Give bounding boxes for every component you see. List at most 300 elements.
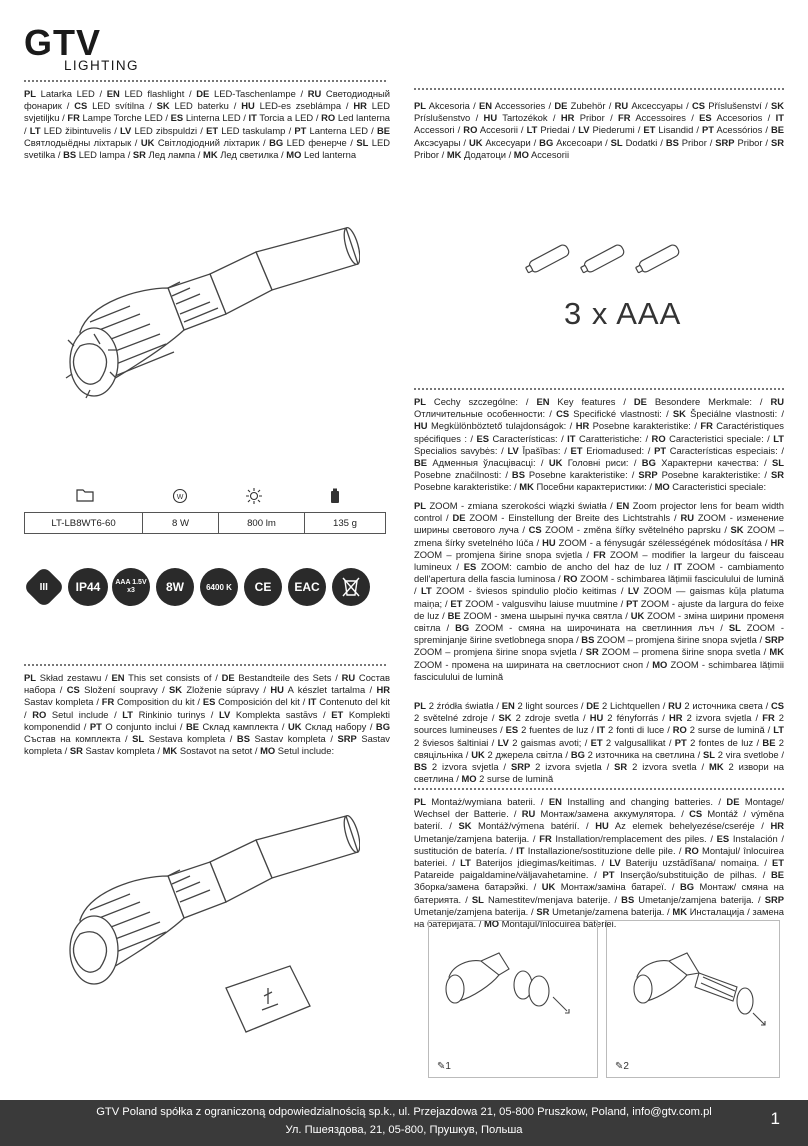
lang-code: LV <box>627 585 640 597</box>
lang-text: Skład zestawu / <box>35 672 112 683</box>
lang-text: Аксесуари / <box>482 136 540 148</box>
lang-text: Лед светилка / <box>217 149 287 161</box>
lang-text: Монтаж/замена аккумулятора. / <box>535 808 690 820</box>
lang-text: Lampe Torche LED / <box>79 112 171 124</box>
footer-address: GTV Poland spółka z ograniczoną odpowiedzialnością sp.k., ul. Przejazdowa 21, 05-800 Pruszkow, Poland, info@gtv.com.pl <box>96 1106 712 1118</box>
lang-text: ZOOM - змена шырыні пучка святла / <box>460 609 631 621</box>
lang-code: SRP <box>764 893 784 905</box>
lang-code: DE <box>726 796 740 807</box>
lang-text: Montáž/výmena batérií. / <box>471 820 596 832</box>
flashlight-set-illustration <box>60 810 360 1060</box>
lang-code: EN <box>548 796 562 807</box>
lang-text: Īpašības: / <box>518 444 571 456</box>
lang-code: RU <box>668 700 682 711</box>
divider <box>414 388 784 390</box>
lang-text: Монтаж/ смяна на батерията. / <box>414 881 784 905</box>
lang-code: FR <box>101 696 115 708</box>
lang-code: FR <box>700 420 713 432</box>
lang-text: Bateriju uzstādīšana/ nomaiņa. / <box>620 857 772 869</box>
lang-code: BS <box>581 634 595 646</box>
lang-code: HR <box>770 820 784 832</box>
lang-code: PL <box>24 88 36 99</box>
lang-text: Příslušenství / <box>704 100 771 111</box>
lang-code: BS <box>236 733 250 745</box>
lang-code: RU <box>341 672 356 683</box>
lang-code: ES <box>505 724 519 736</box>
lang-code: DE <box>452 512 466 524</box>
lang-code: RU <box>680 512 694 524</box>
lang-text: Acessórios / <box>713 124 771 136</box>
lang-text: Installazione/sostituzione delle pile. / <box>524 844 685 856</box>
lang-text: ZOOM - schimbarea lățimii fasciculului de lumină <box>414 658 784 682</box>
lang-text: 2 извори на светлина / <box>414 761 784 785</box>
step-2-illustration <box>607 921 779 1051</box>
lang-code: MO <box>483 918 500 930</box>
weight-icon <box>328 488 342 509</box>
lang-text: ZOOM - zmiana szerokości wiązki światła / <box>425 500 617 511</box>
lang-code: IT <box>308 696 317 708</box>
brand-name: GTV <box>24 22 102 63</box>
lang-text: 2 izvora svjetla / <box>427 761 511 773</box>
zoom-feature-text <box>414 500 784 683</box>
lang-text: Zubehör / <box>567 100 615 111</box>
lang-text: 2 източника на светлина / <box>584 748 704 760</box>
lang-text: LED taskulamp / <box>218 124 295 136</box>
lang-code: CS <box>74 100 88 112</box>
sun-icon <box>246 488 262 509</box>
lang-text: Характерни качества: / <box>655 457 773 469</box>
lang-code: CS <box>691 100 705 111</box>
lang-code: ET <box>570 444 583 456</box>
lang-text: ZOOM - šviesos spindulio pločio keitimas / <box>431 585 628 597</box>
lang-code: ET <box>590 736 603 748</box>
lang-code: SR <box>536 905 550 917</box>
lang-code: IT <box>596 724 606 736</box>
light-sources-text <box>414 700 784 785</box>
lang-code: LT <box>526 124 538 136</box>
lang-text: Accessories / <box>491 100 555 111</box>
lang-code: SR <box>585 646 599 658</box>
gtv-logo <box>24 22 144 73</box>
lang-text: Accesorii <box>528 148 570 160</box>
lang-code: ET <box>643 124 656 136</box>
footer-address-ru: Ул. Пшеяздова, 21, 05-800, Прушкув, Польша <box>285 1124 523 1136</box>
lang-code: FR <box>762 712 775 724</box>
lang-code: IT <box>248 112 257 124</box>
lang-text: Accesorios / <box>711 112 776 124</box>
lang-text: This set consists of / <box>124 672 222 683</box>
lang-text: 2 šviesos šaltiniai / <box>414 736 498 748</box>
lang-text: Patareide paigaldamine/väljavahetamine. / <box>414 869 603 881</box>
lang-text: Світлодіодний ліхтарик / <box>154 136 270 148</box>
lang-code: BE <box>770 869 785 881</box>
lang-text: ZOOM - зміна ширини променя світла / <box>414 609 784 634</box>
lang-code: PT <box>626 597 639 609</box>
lang-code: HR <box>376 684 390 696</box>
lang-text: Montáž / výměna baterií. / <box>414 808 784 832</box>
power-8w-badge: 8W <box>156 568 194 606</box>
step-2-panel <box>606 920 780 1078</box>
lang-code: ES <box>716 832 730 844</box>
lang-text: ZOOM - schimbarea lățimii fasciculului de lumină / <box>414 573 784 597</box>
lang-code: SK <box>156 100 170 112</box>
lang-text: 2 valgusallikat / <box>602 736 675 748</box>
lang-text: LED фенерче / <box>283 136 357 148</box>
lang-text: Posebne karakteristike: / <box>524 469 639 481</box>
lang-code: IT <box>516 844 525 856</box>
lang-text: Адменныя ўласцівасці: / <box>427 457 549 469</box>
lang-code: SK <box>458 820 472 832</box>
lang-text: LED žibintuvelis / <box>40 124 121 136</box>
lang-text: ZOOM - изменение ширины светового луча / <box>414 512 784 536</box>
lang-code: MO <box>286 149 302 161</box>
lang-code: PT <box>674 736 687 748</box>
step-1-label: ✎1 <box>437 1061 451 1072</box>
lang-text: Características especiais: / <box>666 444 785 456</box>
lang-code: IT <box>567 432 576 444</box>
lang-code: RO <box>563 573 578 585</box>
lang-code: DE <box>221 672 235 683</box>
lang-text: LED svetilka / <box>24 136 391 161</box>
lang-text: LED lampa / <box>76 149 133 161</box>
lang-code: PT <box>89 720 102 732</box>
lang-code: RU <box>770 396 784 407</box>
lang-code: RO <box>32 708 47 720</box>
lang-code: BE <box>770 124 785 136</box>
lang-text: Umetanje/zamjena baterija. / <box>414 832 540 844</box>
lang-text: Светодиодный фонарик / <box>24 88 391 112</box>
lang-code: MK <box>769 646 784 658</box>
spec-power: 8 W <box>143 513 219 534</box>
lang-code: SR <box>614 761 628 773</box>
lang-code: ES <box>476 432 490 444</box>
step-2-number: 2 <box>623 1061 629 1072</box>
lang-code: SR <box>69 745 83 757</box>
lang-code: IT <box>775 112 784 124</box>
divider <box>414 88 784 90</box>
lang-code: UK <box>630 609 645 621</box>
lang-code: MK <box>709 761 724 773</box>
lang-text: Lanterna LED / <box>306 124 377 136</box>
lang-text: Latarka LED / <box>35 88 107 99</box>
lang-text: Posebne karakteristike: / <box>657 469 771 481</box>
lang-text: Instalación / sustitución de batería. / <box>414 832 785 856</box>
lang-text: ZOOM - Einstellung der Breite des Lichtstrahls / <box>465 512 681 524</box>
lang-code: LV <box>218 708 231 720</box>
ce-icon: CE <box>244 568 282 606</box>
lang-text: 2 vira svetlobe / <box>715 748 785 760</box>
lang-code: LV <box>609 857 621 869</box>
lang-text: Состав набора / <box>24 672 390 696</box>
lang-code: BE <box>376 124 390 136</box>
lang-code: LV <box>507 444 519 456</box>
lang-code: DE <box>633 396 647 407</box>
lang-code: SRP <box>510 761 531 773</box>
eac-icon: EAC <box>288 568 326 606</box>
lang-code: BG <box>539 136 554 148</box>
lang-code: UK <box>140 136 155 148</box>
lang-text: 2 sources lumineuses / <box>414 712 784 736</box>
lang-text: ZOOM – promjena širine snopa svjetla / <box>414 548 594 560</box>
lang-text: 2 fonti di luce / <box>605 724 673 736</box>
lang-code: MO <box>513 148 529 160</box>
lang-code: ET <box>331 708 344 720</box>
lang-code: CS <box>556 408 570 420</box>
key-features-heading <box>414 396 784 494</box>
lang-text: Installing and changing batteries. / <box>561 796 727 807</box>
lang-text: Склад камплекта / <box>198 720 288 732</box>
lang-code: SL <box>772 457 784 469</box>
lang-text: Características: / <box>489 432 568 444</box>
lang-code: HU <box>483 112 498 124</box>
power-icon <box>172 488 188 509</box>
lang-code: BS <box>665 136 679 148</box>
step-2-label: ✎2 <box>615 1061 629 1072</box>
lang-text: Zoom projector lens for beam width control / <box>414 500 784 524</box>
lang-text: Аксесоари / <box>553 136 611 148</box>
lang-code: EN <box>106 88 120 99</box>
lang-text: Rinkinio turinys / <box>133 708 219 720</box>
lang-text: Головні риси: / <box>562 457 642 469</box>
lang-code: SL <box>132 733 145 745</box>
lang-text: Отличительные особенности: / <box>414 408 557 420</box>
lang-text: Sastav kompleta / <box>249 733 338 745</box>
lang-text: Komplekti komponendid / <box>24 708 390 732</box>
lang-text: Installation/remplacement des piles. / <box>551 832 717 844</box>
lang-code: ES <box>463 561 477 573</box>
folder-icon <box>76 488 94 507</box>
lang-code: RU <box>521 808 536 820</box>
lang-code: HR <box>353 100 367 112</box>
lang-text: Montaż/wymiana baterii. / <box>425 796 549 807</box>
lang-text: Състав на комплекта / <box>24 733 133 745</box>
lang-text: LED baterku / <box>169 100 242 112</box>
lang-code: LV <box>578 124 590 136</box>
lang-text: Priedai / <box>537 124 579 136</box>
lang-code: FR <box>67 112 80 124</box>
svg-text:W: W <box>176 494 184 501</box>
lang-code: BG <box>679 881 695 893</box>
lang-code: PL <box>414 700 426 711</box>
lang-code: FR <box>539 832 552 844</box>
lang-code: SK <box>730 524 744 536</box>
lang-code: DE <box>586 700 600 711</box>
lang-text: ZOOM – promjena širine snopa svjetla / <box>594 634 765 646</box>
lang-code: LV <box>497 736 509 748</box>
lang-text: Led lanterna <box>301 149 357 161</box>
lang-code: HR <box>770 536 784 548</box>
lang-code: MO <box>654 481 670 493</box>
lang-code: PT <box>294 124 307 136</box>
lang-text: Додатоци / <box>461 148 514 160</box>
lang-code: BE <box>185 720 199 732</box>
lang-text: Akcesoria / <box>425 100 479 111</box>
lang-text: Montajul/înlocuirea bateriei. <box>499 918 617 930</box>
lang-code: LT <box>773 432 785 444</box>
lang-code: ET <box>772 857 784 869</box>
lang-text: 2 gaismas avoti; / <box>508 736 591 748</box>
lang-code: EN <box>478 100 492 111</box>
battery-install-text <box>414 796 784 930</box>
lang-code: HU <box>414 420 428 432</box>
table-row <box>25 513 386 534</box>
divider <box>414 788 784 790</box>
page-number: 1 <box>770 1109 780 1128</box>
lang-code: RO <box>321 112 336 124</box>
lang-text: 2 источника света / <box>681 700 771 711</box>
lang-text: Torcia a LED / <box>256 112 322 124</box>
lang-text: ZOOM - spreminjanje širine svetlobnega snopa / <box>414 622 785 646</box>
lang-text: Umetanje/zamjena baterija. / <box>634 893 765 905</box>
brand-sub: LIGHTING <box>64 58 139 73</box>
lang-code: LT <box>773 724 784 736</box>
lang-text: 2 surse de lumină / <box>686 724 774 736</box>
lang-code: LT <box>460 857 471 869</box>
lang-text: Linterna LED / <box>183 112 249 124</box>
lang-text: ZOOM - valgusvihu laiuse muutmine / <box>462 597 627 609</box>
lang-code: HU <box>270 684 284 696</box>
lang-code: RO <box>463 124 478 136</box>
lang-text: LED flashlight / <box>119 88 197 99</box>
lang-text: Аксэсуары / <box>414 136 469 148</box>
lang-code: SRP <box>764 634 784 646</box>
lang-code: SL <box>356 136 369 148</box>
lang-text: 2 izvora svetla / <box>627 761 710 773</box>
lang-text: Склад набору / <box>301 720 376 732</box>
lang-text: LED-es zseblámpa / <box>254 100 354 112</box>
weee-bin-icon <box>332 568 370 606</box>
spec-icons <box>24 488 386 508</box>
lang-text: Accessoires / <box>630 112 700 124</box>
lang-code: PL <box>24 672 36 683</box>
lang-code: ET <box>206 124 219 136</box>
lang-code: UK <box>541 881 556 893</box>
spec-table <box>24 512 386 534</box>
step-1-number: 1 <box>445 1061 451 1072</box>
lang-text: Namestitev/menjava baterije. / <box>483 893 622 905</box>
lang-code: MO <box>461 773 477 785</box>
lang-code: EN <box>111 672 125 683</box>
lang-text: ZOOM: cambio de ancho del haz de luz / <box>476 561 674 573</box>
lang-text: Eriomadused: / <box>582 444 655 456</box>
lang-text: Caracteristici speciale: / <box>665 432 774 444</box>
lang-code: BG <box>641 457 656 469</box>
lang-text: ZOOM - cambiamento dell'apertura della fascia luminosa / <box>414 561 784 585</box>
lang-text: O conjunto inclui / <box>101 720 186 732</box>
lang-code: SRP <box>715 136 735 148</box>
lang-text: Az elemek behelyezése/cseréje / <box>608 820 771 832</box>
lang-text: Montage/ Wechsel der Batterie. / <box>414 796 784 820</box>
spec-lumen: 800 lm <box>219 513 305 534</box>
lang-code: EN <box>536 396 550 407</box>
lang-code: SK <box>498 712 512 724</box>
lang-text: Caracteristici speciale: <box>669 481 767 493</box>
lang-text: 2 světelné zdroje / <box>414 712 499 724</box>
lang-text: Sastav kompleta / <box>24 696 102 708</box>
lang-text: Zloženie súpravy / <box>182 684 271 696</box>
lang-text: Святлодыёдны ліхтарык / <box>24 136 141 148</box>
lang-text: ZOOM - смяна на широчината на светлинния лъч / <box>469 622 729 634</box>
lang-code: PL <box>414 100 426 111</box>
lang-code: LT <box>122 708 134 720</box>
lang-code: UK <box>468 136 483 148</box>
lang-code: HU <box>542 536 556 548</box>
lang-code: SR <box>770 136 784 148</box>
lang-text: ZOOM - промена на ширината на светлосниот сноп / <box>414 658 653 670</box>
lang-text: Cechy szczególne: / <box>425 396 537 407</box>
lang-code: HR <box>575 420 590 432</box>
divider <box>24 80 386 82</box>
lang-text: Посебни карактеристики: / <box>533 481 655 493</box>
lang-code: DE <box>196 88 210 99</box>
lang-text: Dodatki / <box>622 136 666 148</box>
lang-text: Pribor / <box>574 112 619 124</box>
lang-text: Contenuto del kit / <box>24 696 391 720</box>
lang-code: PL <box>414 796 426 807</box>
lang-code: RO <box>651 432 666 444</box>
lang-code: CS <box>770 700 784 711</box>
lang-code: FR <box>618 112 631 124</box>
batteries-label: 3 x AAA <box>564 296 682 331</box>
lang-code: MK <box>203 149 218 161</box>
lang-code: SR <box>132 149 146 161</box>
lang-text: 2 джерела світла / <box>484 748 571 760</box>
lang-code: BG <box>570 748 585 760</box>
class-iii-icon: III <box>23 566 65 608</box>
lang-text: 2 surse de lumină <box>476 773 554 785</box>
lang-text: 2 fontes de luz / <box>686 736 763 748</box>
lang-text: Megkülönböztető tulajdonságok: / <box>427 420 576 432</box>
lang-code: CS <box>66 684 80 696</box>
lang-text: 2 Lichtquellen / <box>599 700 669 711</box>
lang-text: Montajul/ înlocuirea bateriei. / <box>414 844 784 869</box>
lang-text: Key features / <box>549 396 634 407</box>
lang-code: ES <box>170 112 184 124</box>
lang-text: LED svjetiljku / <box>24 100 391 124</box>
aaa-batteries-illustration <box>520 238 690 278</box>
lang-code: PL <box>414 500 426 511</box>
lang-text: ZOOM - ajuste da largura do feixe de luz / <box>414 597 784 621</box>
flashlight-illustration <box>60 222 360 412</box>
lang-text: Accesorii / <box>477 124 527 136</box>
lang-code: SRP <box>638 469 658 481</box>
lang-text: LED zibspuldzi / <box>131 124 207 136</box>
lang-text: Pribor / <box>734 136 771 148</box>
lang-text: Setul include / <box>46 708 123 720</box>
lang-code: SL <box>471 893 484 905</box>
lang-code: UK <box>471 748 485 760</box>
lang-code: BS <box>414 761 428 773</box>
lang-code: CS <box>689 808 703 820</box>
lang-text: 2 свяцільнікa / <box>414 736 784 760</box>
spec-weight: 135 g <box>305 513 386 534</box>
lang-text: ZOOM – promena širine snopa svetla / <box>598 646 770 658</box>
lang-code: HR <box>560 112 575 124</box>
lang-code: BG <box>375 720 390 732</box>
lang-code: LV <box>120 124 132 136</box>
lang-code: BE <box>762 736 776 748</box>
lang-code: SL <box>728 622 741 634</box>
lang-code: IT <box>673 561 683 573</box>
lang-text: Sastav kompleta / <box>24 733 390 757</box>
lang-text: 2 light sources / <box>514 700 587 711</box>
lang-text: Posebne karakteristike: / <box>589 420 701 432</box>
lang-text: A készlet tartalma / <box>283 684 377 696</box>
lang-text: Аксессуары / <box>628 100 692 111</box>
lang-text: ZOOM – zmena šírky svetelného lúča / <box>414 524 785 548</box>
lang-text: Pribor / <box>414 148 447 160</box>
lang-code: MK <box>519 481 534 493</box>
